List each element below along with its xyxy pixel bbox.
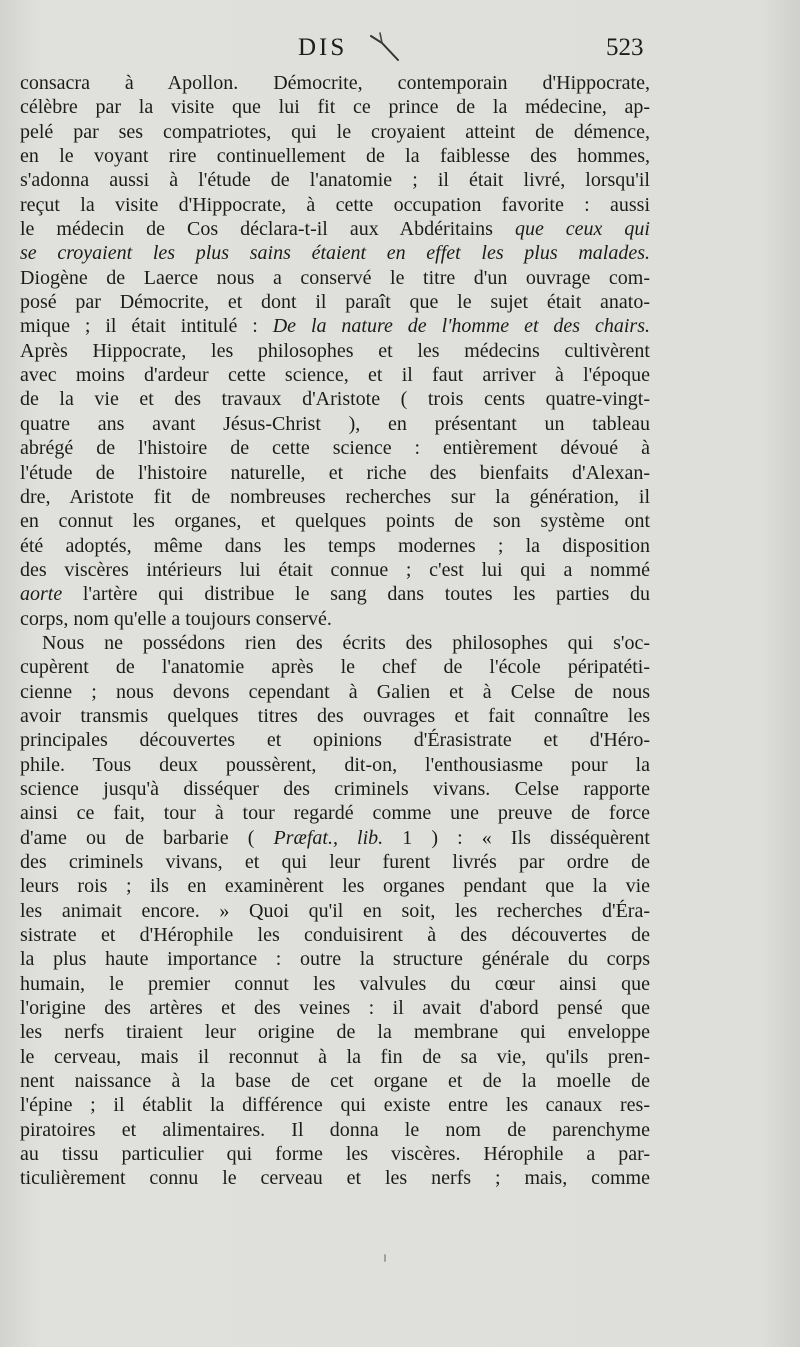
body-text	[20, 71, 650, 1191]
text-line	[20, 1166, 650, 1190]
line-text: le cerveau, mais il reconnut à la fin de sa vie, qu'ils pren-	[20, 1045, 650, 1068]
text-line	[20, 95, 650, 119]
text-line	[20, 436, 650, 460]
text-line	[20, 290, 650, 314]
text-line	[20, 947, 650, 971]
text-line	[20, 874, 650, 898]
line-text: d'ame ou de barbarie (	[20, 826, 274, 849]
text-line	[20, 168, 650, 192]
line-text: cupèrent de l'anatomie après le chef de l'école péripatéti-	[20, 656, 650, 679]
line-text: corps, nom qu'elle a toujours conservé.	[20, 607, 332, 630]
line-text: pelé par ses compatriotes, qui le croyaient atteint de démence,	[20, 120, 650, 143]
line-text: 1 ) : « Ils disséquèrent	[383, 826, 650, 849]
text-line	[20, 777, 650, 801]
line-text: été adoptés, même dans les temps modernes ; la disposition	[20, 534, 650, 557]
text-line	[20, 1118, 650, 1142]
text-line	[20, 241, 650, 265]
text-line	[20, 193, 650, 217]
text-line	[20, 996, 650, 1020]
line-text: leurs rois ; ils en examinèrent les organes pendant que la vie	[20, 875, 650, 898]
text-line	[20, 339, 650, 363]
text-line	[20, 412, 650, 436]
text-line	[20, 363, 650, 387]
line-text: posé par Démocrite, et dont il paraît que le sujet était anato-	[20, 291, 650, 314]
text-line	[20, 826, 650, 850]
line-text: cienne ; nous devons cependant à Galien et à Celse de nous	[20, 680, 650, 703]
line-text: nent naissance à la base de cet organe et de la moelle de	[20, 1070, 650, 1093]
text-line	[20, 631, 650, 655]
page-header	[0, 34, 800, 66]
line-text: consacra à Apollon. Démocrite, contemporain d'Hippocrate,	[20, 72, 650, 94]
line-text: l'origine des artères et des veines : il avait d'abord pensé que	[20, 997, 650, 1020]
text-line	[20, 558, 650, 582]
line-text: Diogène de Laerce nous a conservé le titre d'un ouvrage com-	[20, 266, 650, 289]
italic-text: Præfat., lib.	[273, 826, 384, 849]
line-text: sistrate et d'Hérophile les conduisirent à des découvertes de	[20, 924, 650, 947]
line-text: principales découvertes et opinions d'Érasistrate et d'Héro-	[20, 729, 650, 752]
line-text: abrégé de l'histoire de cette science : entièrement dévoué à	[20, 437, 650, 460]
line-text: humain, le premier connut les valvules du cœur ainsi que	[20, 972, 650, 995]
line-text: Après Hippocrate, les philosophes et les médecins cultivèrent	[20, 339, 650, 362]
text-line	[20, 923, 650, 947]
italic-text: aorte	[20, 583, 63, 606]
text-line	[20, 71, 650, 95]
text-line	[20, 387, 650, 411]
ink-speck-icon	[384, 1254, 386, 1262]
line-text: phile. Tous deux poussèrent, dit-on, l'enthousiasme pour la	[20, 753, 650, 776]
line-text: les nerfs tiraient leur origine de la membrane qui enveloppe	[20, 1021, 650, 1044]
text-line	[20, 972, 650, 996]
text-line	[20, 1069, 650, 1093]
text-line	[20, 899, 650, 923]
text-line	[20, 534, 650, 558]
line-text: les animait encore. » Quoi qu'il en soit, les recherches d'Éra-	[20, 899, 650, 922]
text-line	[20, 1020, 650, 1044]
line-text: l'étude de l'histoire naturelle, et riche des bienfaits d'Alexan-	[20, 461, 650, 484]
text-line	[20, 509, 650, 533]
text-line	[20, 314, 650, 338]
italic-text: se croyaient les plus sains étaient en effet les plus malades.	[20, 242, 650, 265]
page-number: 523	[606, 34, 644, 61]
text-line	[20, 217, 650, 241]
line-text: au tissu particulier qui forme les viscères. Hérophile a par-	[20, 1143, 650, 1166]
line-text: en le voyant rire continuellement de la faiblesse des hommes,	[20, 145, 650, 168]
text-line	[20, 680, 650, 704]
line-text: piratoires et alimentaires. Il donna le nom de parenchyme	[20, 1118, 650, 1141]
text-line	[20, 582, 650, 606]
text-line	[20, 485, 650, 509]
line-text: s'adonna aussi à l'étude de l'anatomie ; il était livré, lorsqu'il	[20, 169, 650, 192]
text-line	[20, 753, 650, 777]
text-line	[20, 144, 650, 168]
line-text: quatre ans avant Jésus-Christ ), en présentant un tableau	[20, 412, 650, 435]
italic-text: De la nature de l'homme et des chairs.	[272, 315, 650, 338]
pencil-check-mark-icon	[368, 30, 402, 64]
line-text: en connut les organes, et quelques points de son système ont	[20, 510, 650, 533]
text-line	[20, 801, 650, 825]
line-text: célèbre par la visite que lui fit ce prince de la médecine, ap-	[20, 96, 650, 119]
text-line	[20, 461, 650, 485]
text-line	[20, 120, 650, 144]
text-line	[20, 266, 650, 290]
text-line	[20, 1045, 650, 1069]
line-text: science jusqu'à disséquer des criminels vivans. Celse rapporte	[20, 777, 650, 800]
line-text: Nous ne possédons rien des écrits des philosophes qui s'oc-	[42, 631, 650, 654]
text-line	[20, 607, 650, 631]
line-text: avoir transmis quelques titres des ouvrages et fait connaître les	[20, 704, 650, 727]
line-text: avec moins d'ardeur cette science, et il faut arriver à l'époque	[20, 364, 650, 387]
italic-text: que ceux qui	[514, 218, 650, 241]
line-text: mique ; il était intitulé :	[20, 315, 273, 338]
line-text: des viscères intérieurs lui était connue ; c'est lui qui a nommé	[20, 558, 650, 581]
line-text: dre, Aristote fit de nombreuses recherches sur la génération, il	[20, 485, 650, 508]
line-text: le médecin de Cos déclara-t-il aux Abdéritains	[20, 218, 515, 241]
text-line	[20, 1093, 650, 1117]
text-line	[20, 655, 650, 679]
line-text: reçut la visite d'Hippocrate, à cette occupation favorite : aussi	[20, 193, 650, 216]
line-text: de la vie et des travaux d'Aristote ( trois cents quatre-vingt-	[20, 388, 650, 411]
text-line	[20, 850, 650, 874]
line-text: des criminels vivans, et qui leur furent livrés par ordre de	[20, 851, 650, 873]
line-text: la plus haute importance : outre la structure générale du corps	[20, 948, 650, 971]
text-line	[20, 704, 650, 728]
text-line	[20, 1142, 650, 1166]
text-line	[20, 728, 650, 752]
line-text: l'artère qui distribue le sang dans toutes les parties du	[62, 583, 650, 606]
line-text: ticulièrement connu le cerveau et les nerfs ; mais, comme	[20, 1167, 650, 1190]
line-text: ainsi ce fait, tour à tour regardé comme une preuve de force	[20, 802, 650, 825]
running-head: DIS	[298, 34, 348, 61]
line-text: l'épine ; il établit la différence qui existe entre les canaux res-	[20, 1094, 650, 1117]
